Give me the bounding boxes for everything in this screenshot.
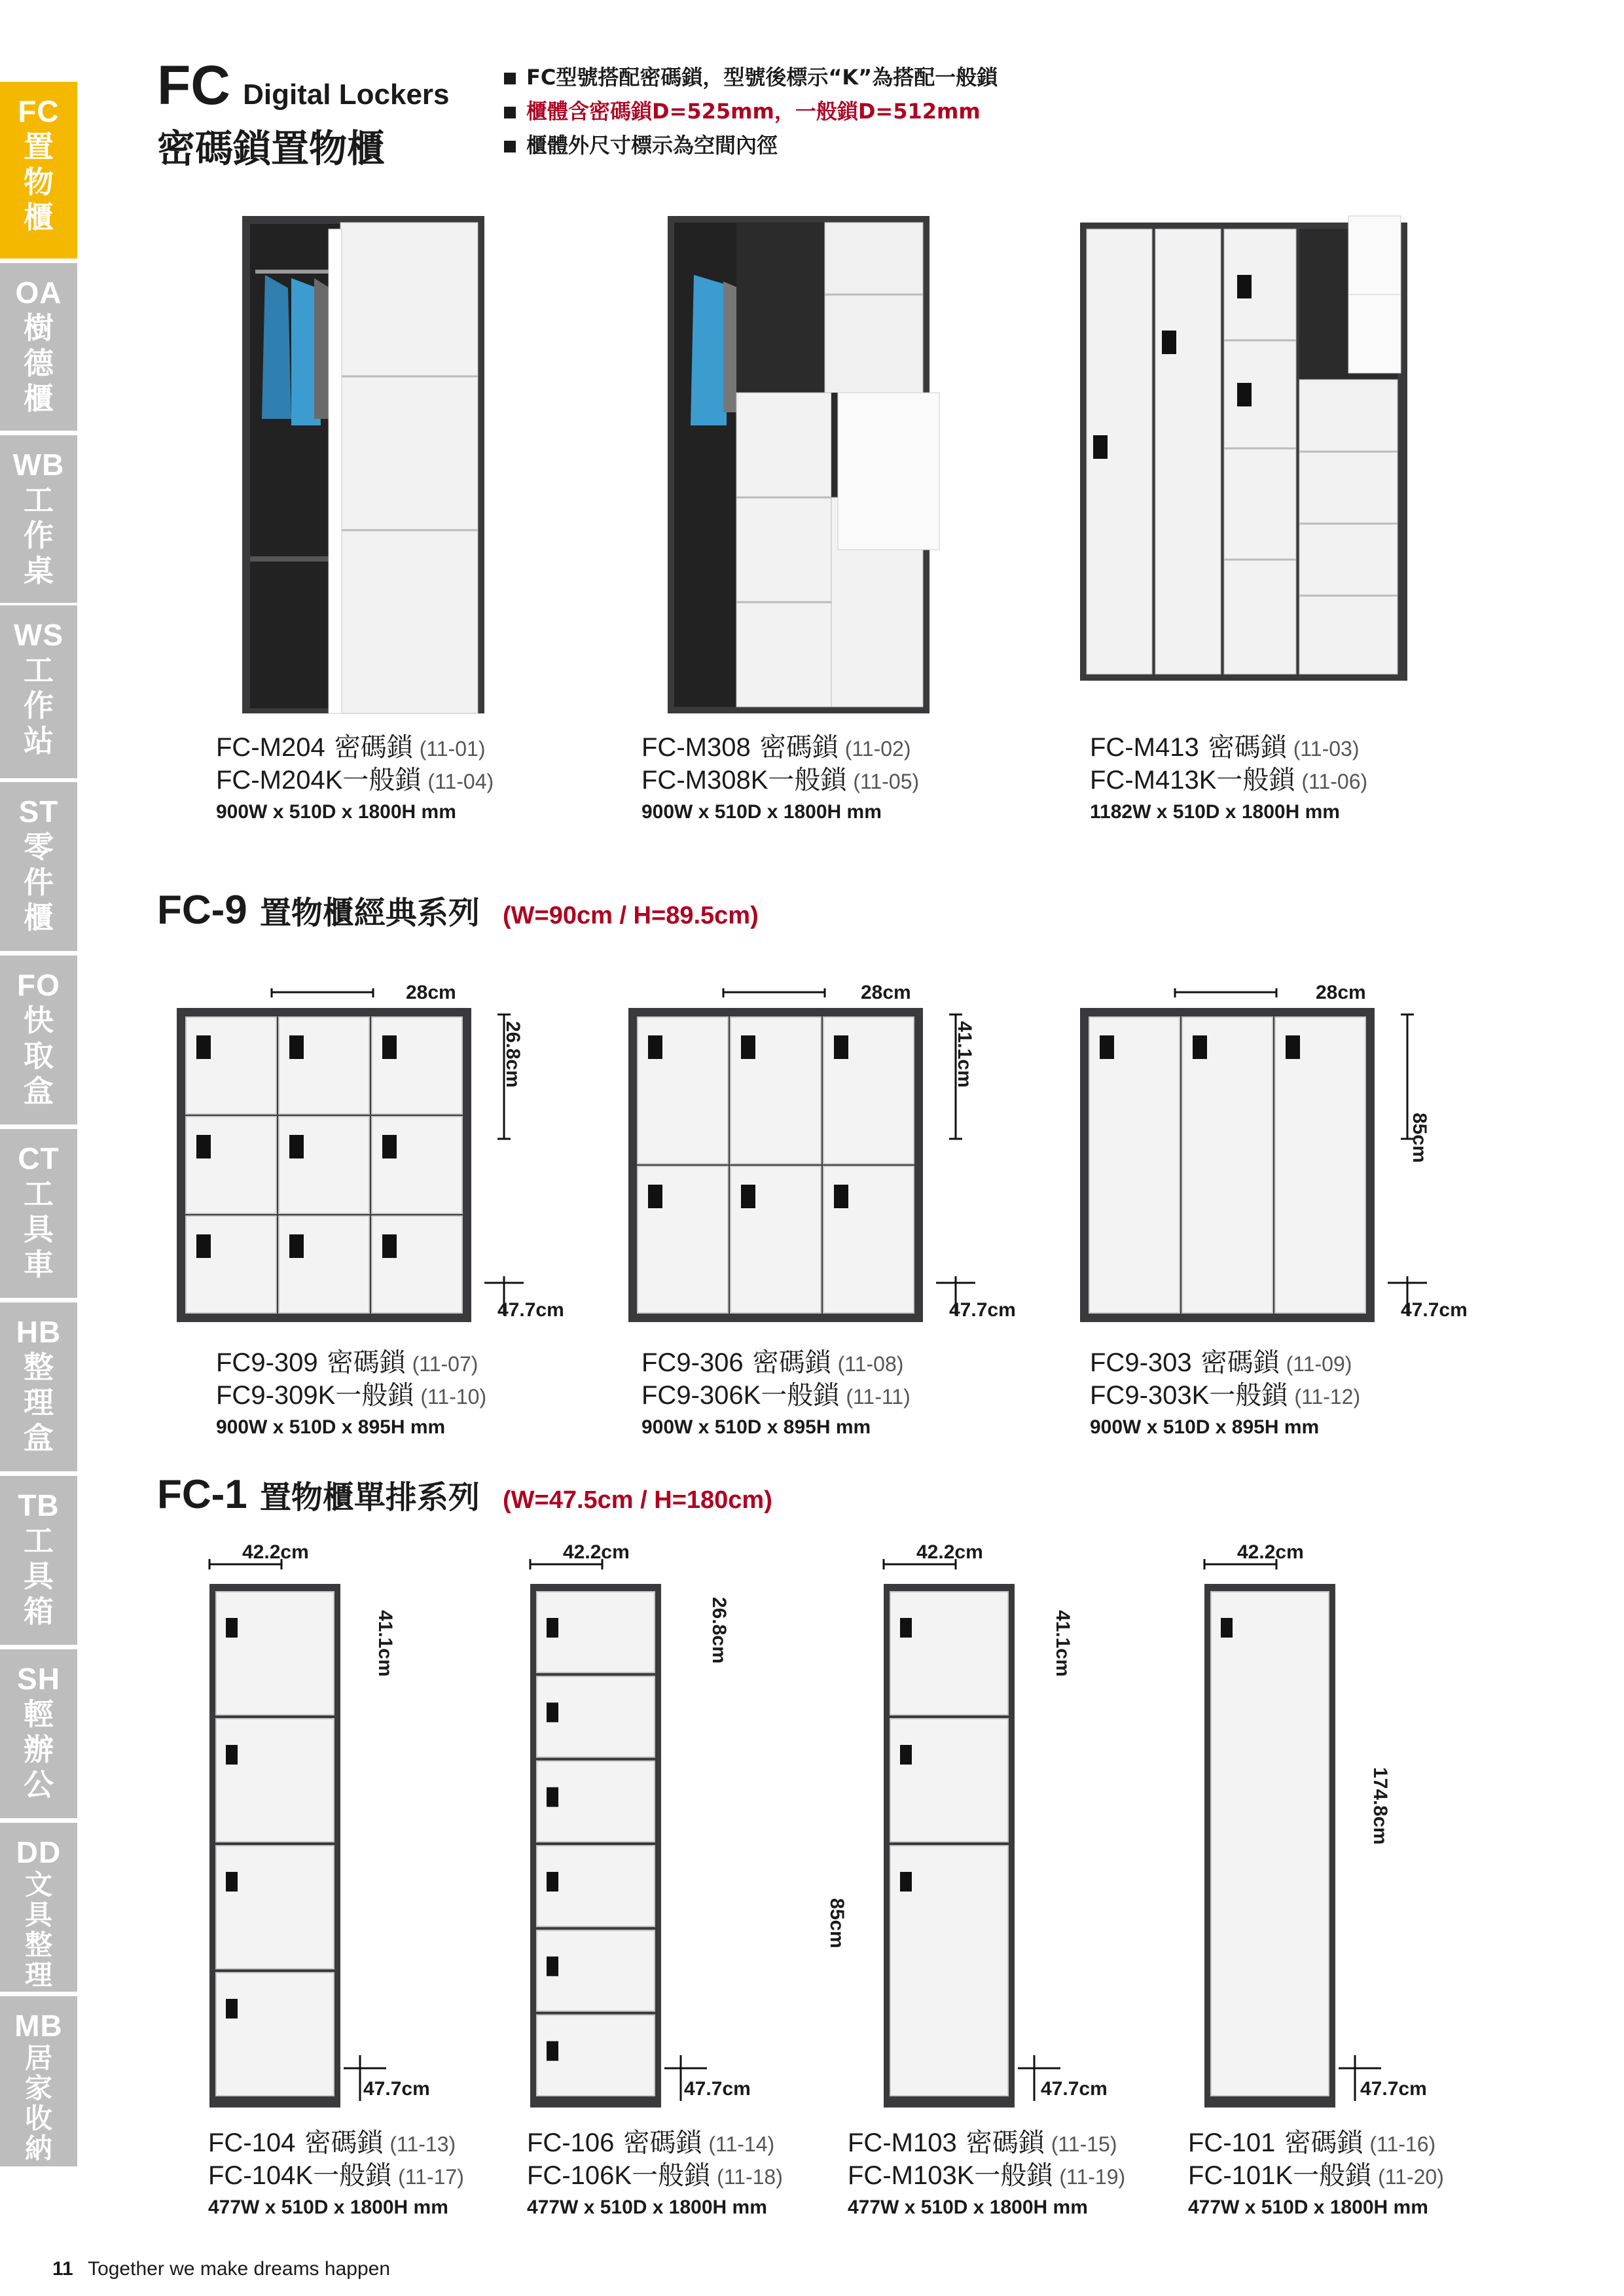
locker-door [186,1117,276,1213]
dimension-measure: 42.2cm [242,1541,309,1563]
page-footer [52,2258,390,2280]
locker-door [372,1216,462,1313]
sidebar-item-label-char: 工 [24,1176,54,1211]
model-line-2 [641,764,919,797]
sidebar-item-label-char: 工 [24,482,54,518]
sidebar-item-fo[interactable] [0,956,77,1124]
sidebar-item-label-char: 輕 [24,1696,54,1732]
locker-image-fc-m204 [236,209,497,720]
sidebar-item-label-char: 收 [24,2102,52,2134]
lock-type: 密碼鎖 [965,2128,1045,2157]
product-label [208,2127,464,2219]
model-line-1 [1090,732,1367,764]
item-number: (11-05) [853,770,920,793]
lock-type: 一般鎖 [335,1381,414,1410]
sidebar-item-code: DD [16,1835,62,1869]
lock-type: 一般鎖 [1293,2161,1372,2190]
product-label [527,2127,783,2219]
dimensions: 477W x 510D x 1800H mm [1188,2197,1428,2218]
model-line-1 [216,732,494,764]
sidebar-item-hb[interactable] [0,1302,77,1471]
item-number: (11-10) [420,1385,487,1408]
dimensions: 477W x 510D x 1800H mm [527,2197,767,2218]
sidebar-item-label-char: 整 [24,1929,52,1961]
sidebar-item-code: CT [18,1141,60,1175]
item-number: (11-16) [1369,2132,1436,2156]
sidebar-item-code: HB [16,1315,62,1349]
sidebar-item-ws[interactable] [0,605,77,778]
model-line-1 [216,1347,486,1380]
model-line-2 [527,2160,783,2193]
section-spec: (W=90cm / H=89.5cm) [502,902,759,929]
item-number: (11-20) [1378,2165,1444,2189]
sidebar-item-label-char: 居 [24,2042,52,2074]
sidebar-item-code: FC [18,94,60,128]
lock-type: 一般鎖 [632,2161,711,2190]
section-chinese: 置物櫃經典系列 [259,895,480,931]
model-line-2 [216,1380,486,1412]
model-line-2 [848,2160,1125,2193]
catalog-header [157,54,450,116]
locker-image-fc9-306 [622,988,975,1329]
section-fc9-title [157,887,759,933]
footer-slogan: Together we make dreams happen [88,2258,391,2280]
sidebar-item-label-char: 工 [24,1523,54,1558]
model-code: FC9-309K [216,1381,336,1410]
dimensions: 900W x 510D x 895H mm [641,1416,871,1438]
sidebar-item-code: WB [12,448,65,482]
model-code: FC-M103 [848,2128,957,2157]
dimension-measure: 26.8cm [708,1597,730,1664]
item-number: (11-03) [1293,737,1360,761]
item-number: (11-14) [708,2132,775,2156]
dimension-measure: 41.1cm [954,1021,975,1088]
model-line-1 [1188,2127,1444,2160]
lock-type: 密碼鎖 [623,2128,702,2157]
sidebar-item-label-char: 箱 [24,1594,54,1629]
item-number: (11-01) [419,737,486,761]
locker-door [216,1973,334,2096]
model-line-2 [216,764,494,797]
section-spec: (W=47.5cm / H=180cm) [502,1486,772,1514]
model-code: FC-106K [527,2161,632,2190]
locker-door [890,1592,1008,1715]
locker-image-fc-106 [517,1558,713,2121]
sidebar-item-label-char: 盒 [24,1420,54,1456]
dimensions: 900W x 510D x 895H mm [1090,1416,1320,1438]
dimension-measure: 85cm [826,1898,848,1948]
item-number: (11-07) [412,1352,478,1376]
locker-door [216,1592,334,1715]
sidebar-item-code: FO [17,968,60,1002]
sidebar-item-label-char: 作 [24,518,54,553]
lock-type: 密碼鎖 [759,733,839,762]
section-code: FC-1 [157,1472,247,1517]
item-number: (11-04) [427,770,494,793]
sidebar-item-label-char: 站 [24,723,54,759]
product-label [1090,732,1367,823]
dimension-measure: 85cm [1409,1113,1430,1163]
model-code: FC-101 [1188,2128,1276,2157]
locker-image-fc9-309 [170,988,524,1329]
dimensions: 900W x 510D x 1800H mm [216,801,456,823]
product-label [641,1347,911,1439]
item-number: (11-09) [1286,1352,1352,1376]
locker-image-fc-m413 [1074,209,1420,694]
lock-type: 一般鎖 [313,2161,392,2190]
dimension-measure: 47.7cm [1401,1299,1468,1321]
dimension-measure: 47.7cm [949,1299,1016,1321]
locker-door [1182,1017,1272,1313]
model-code: FC9-306 [641,1348,744,1377]
item-number: (11-12) [1294,1385,1361,1408]
model-code: FC9-306K [641,1381,761,1410]
sidebar-item-label-char: 物 [24,164,54,200]
item-number: (11-11) [846,1385,911,1408]
sidebar-item-label-char: 公 [24,1767,54,1803]
lock-type: 一般鎖 [1209,1381,1288,1410]
model-line-2 [1188,2160,1444,2193]
dimensions: 900W x 510D x 1800H mm [641,801,882,823]
dimension-measure: 42.2cm [916,1541,983,1563]
sidebar-item-label-char: 櫃 [24,381,54,416]
note-3: 櫃體外尺寸標示為空間內徑 [504,128,998,162]
item-number: (11-13) [389,2132,456,2156]
section-fc1-title [157,1471,772,1518]
model-line-1 [641,732,919,764]
header-english: Digital Lockers [243,79,450,111]
product-label [641,732,919,823]
dimensions: 477W x 510D x 1800H mm [848,2197,1088,2218]
note-2: 櫃體含密碼鎖D=525mm，一般鎖D=512mm [504,94,998,128]
model-code: FC-M413K [1090,766,1217,795]
item-number: (11-19) [1059,2165,1126,2189]
dimension-measure: 28cm [1316,982,1366,1003]
sidebar-item-label-char: 取 [24,1038,54,1073]
dimension-measure: 26.8cm [502,1021,524,1088]
dimension-measure: 41.1cm [1052,1610,1074,1677]
model-line-1 [848,2127,1125,2160]
sidebar-item-label-char: 櫃 [24,200,54,235]
sidebar-item-label-char: 櫃 [24,900,54,935]
model-line-1 [208,2127,464,2160]
dimension-measure: 47.7cm [1360,2078,1427,2100]
header-chinese: 密碼鎖置物櫃 [157,126,386,171]
sidebar-item-label-char: 置 [24,129,54,164]
model-line-2 [1090,1380,1360,1412]
sidebar-item-code: SH [17,1662,60,1696]
lock-type: 一般鎖 [342,766,422,795]
sidebar-item-wb[interactable] [0,435,77,603]
sidebar-item-label-char: 工 [24,653,54,688]
sidebar-item-label-char: 文 [24,1869,52,1901]
sidebar-item-label-char: 具 [24,1899,52,1931]
dimension-measure: 42.2cm [1237,1541,1304,1563]
item-number: (11-15) [1051,2132,1117,2156]
sidebar-item-label-char: 件 [24,865,54,900]
product-label [848,2127,1125,2219]
sidebar-item-label-char: 理 [24,1385,54,1420]
sidebar-item-label-char: 快 [24,1003,54,1038]
locker-image-fc-m308 [661,209,943,720]
locker-door [216,1719,334,1842]
product-label [216,732,494,823]
model-code: FC-M413 [1090,733,1199,762]
sidebar-item-label-char: 樹 [24,310,54,346]
dimensions: 477W x 510D x 1800H mm [208,2197,448,2218]
locker-door [186,1216,276,1313]
locker-door [279,1017,369,1114]
sidebar-item-st[interactable] [0,782,77,951]
lock-type: 密碼鎖 [327,1348,406,1377]
locker-door [1211,1592,1329,2096]
sidebar-item-label-char: 理 [24,1959,52,1991]
section-chinese: 置物櫃單排系列 [259,1479,480,1516]
dimension-measure: 28cm [406,982,456,1003]
sidebar-item-ct[interactable] [0,1129,77,1298]
sidebar-item-label-char: 車 [24,1247,54,1282]
sidebar-item-label-char: 桌 [24,553,54,588]
lock-type: 一般鎖 [761,1381,840,1410]
item-number: (11-18) [717,2165,783,2189]
locker-door [372,1117,462,1213]
model-code: FC-104 [208,2128,296,2157]
item-number: (11-08) [837,1352,904,1376]
sidebar-item-label-char: 作 [24,688,54,723]
sidebar-item-label-char: 德 [24,346,54,381]
model-line-1 [641,1347,911,1380]
sidebar-item-label-char: 家 [24,2072,52,2104]
sidebar-item-tb[interactable] [0,1476,77,1645]
model-line-2 [1090,764,1367,797]
model-line-2 [208,2160,464,2193]
product-label [1090,1347,1360,1439]
sidebar-item-label-char: 盒 [24,1073,54,1109]
section-code: FC-9 [157,888,247,933]
model-code: FC-M308 [641,733,751,762]
sidebar-item-label-char: 零 [24,829,54,865]
dimension-measure: 47.7cm [497,1299,564,1321]
header-notes [504,60,998,162]
lock-type: 密碼鎖 [304,2128,384,2157]
sidebar-item-code: MB [14,2009,63,2043]
sidebar-item-sh[interactable] [0,1649,77,1818]
sidebar-item-code: WS [13,618,64,652]
sidebar-item-dd[interactable] [0,1823,77,1992]
dimension-measure: 28cm [861,982,911,1003]
lock-type: 一般鎖 [768,766,847,795]
lock-type: 一般鎖 [974,2161,1053,2190]
sidebar-item-mb[interactable] [0,1996,77,2166]
locker-image-fc9-303 [1074,988,1427,1329]
dimension-measure: 42.2cm [563,1541,630,1563]
lock-type: 一般鎖 [1216,766,1295,795]
sidebar-item-label-char: 辦 [24,1732,54,1767]
dimensions: 1182W x 510D x 1800H mm [1090,801,1340,823]
locker-door [279,1216,369,1313]
model-code: FC9-303 [1090,1348,1192,1377]
model-code: FC-M103K [848,2161,975,2190]
locker-door [279,1117,369,1213]
locker-image-fc-101 [1191,1558,1388,2121]
sidebar-item-label-char: 具 [24,1211,54,1247]
sidebar-item-code: OA [15,276,62,310]
lock-type: 密碼鎖 [1284,2128,1363,2157]
sidebar-item-code: TB [18,1488,60,1522]
model-code: FC-101K [1188,2161,1293,2190]
lock-type: 密碼鎖 [1208,733,1287,762]
locker-image-fc-m103 [871,1558,1067,2121]
locker-image-fc-104 [196,1558,393,2121]
model-code: FC9-309 [216,1348,318,1377]
locker-door [890,1719,1008,1842]
sidebar-item-label-char: 納 [24,2132,52,2164]
model-line-1 [1090,1347,1360,1380]
item-number: (11-06) [1301,770,1368,793]
product-label [216,1347,486,1439]
sidebar-item-label-char: 整 [24,1350,54,1385]
model-code: FC9-303K [1090,1381,1210,1410]
locker-door [372,1017,462,1114]
model-code: FC-M308K [641,766,768,795]
model-code: FC-M204K [216,766,343,795]
dimension-measure: 47.7cm [1041,2078,1108,2100]
dimension-measure: 174.8cm [1369,1767,1391,1845]
page-number: 11 [52,2258,73,2280]
sidebar-item-code: ST [18,795,59,829]
locker-door [216,1846,334,1969]
model-code: FC-M204 [216,733,325,762]
sidebar-item-oa[interactable] [0,263,77,431]
sidebar-item-label-char: 具 [24,1558,54,1594]
dimension-measure: 41.1cm [374,1610,396,1677]
header-code: FC [157,54,230,116]
model-line-1 [527,2127,783,2160]
model-code: FC-106 [527,2128,615,2157]
model-code: FC-104K [208,2161,314,2190]
locker-door [186,1017,276,1114]
model-line-2 [641,1380,911,1412]
note-1: FC型號搭配密碼鎖，型號後標示“K”為搭配一般鎖 [504,60,998,94]
item-number: (11-17) [398,2165,464,2189]
lock-type: 密碼鎖 [1200,1348,1280,1377]
item-number: (11-02) [844,737,911,761]
dimension-measure: 47.7cm [363,2078,430,2100]
lock-type: 密碼鎖 [334,733,413,762]
locker-door [1275,1017,1365,1313]
sidebar-item-fc[interactable] [0,82,77,259]
dimension-measure: 47.7cm [684,2078,751,2100]
dimensions: 900W x 510D x 895H mm [216,1416,446,1438]
product-label [1188,2127,1444,2219]
locker-door [1089,1017,1180,1313]
lock-type: 密碼鎖 [752,1348,831,1377]
